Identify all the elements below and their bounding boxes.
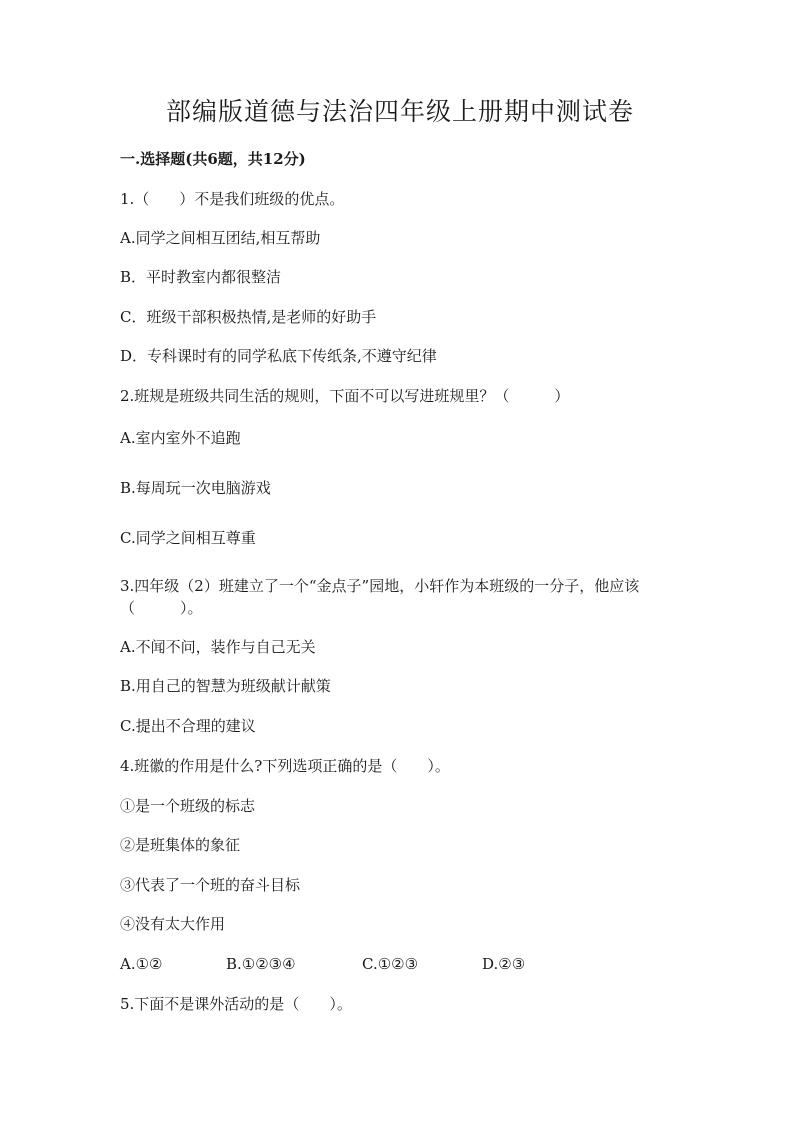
section-heading: 一.选择题(共6题，共12分) xyxy=(120,150,306,168)
question-4-statement-1: ①是一个班级的标志 xyxy=(120,797,256,815)
question-3-option-b: B.用自己的智慧为班级献计献策 xyxy=(120,677,331,695)
question-4-option-c: C.①②③ xyxy=(362,955,419,973)
question-3-stem: 3.四年级（2）班建立了一个“金点子”园地，小轩作为本班级的一分子，他应该（ ）。 xyxy=(120,577,640,617)
question-2-option-c: C.同学之间相互尊重 xyxy=(120,529,256,547)
question-4-statement-3: ③代表了一个班的奋斗目标 xyxy=(120,876,301,894)
question-3-option-c: C.提出不合理的建议 xyxy=(120,717,256,735)
question-4-option-b: B.①②③④ xyxy=(226,955,296,973)
question-4-options-row xyxy=(120,953,690,975)
question-4-option-d: D.②③ xyxy=(482,955,526,973)
question-1-stem: 1.（ ）不是我们班级的优点。 xyxy=(120,190,345,208)
question-2-option-b: B.每周玩一次电脑游戏 xyxy=(120,479,271,497)
question-2-option-a: A.室内室外不追跑 xyxy=(120,429,241,447)
question-2-stem: 2.班规是班级共同生活的规则，下面不可以写进班规里？（ ） xyxy=(120,387,570,405)
page-title: 部编版道德与法治四年级上册期中测试卷 xyxy=(165,97,634,126)
question-1-option-d: D．专科课时有的同学私底下传纸条,不遵守纪律 xyxy=(120,347,437,365)
question-3-option-a: A.不闻不问，装作与自己无关 xyxy=(120,638,316,656)
question-1-option-c: C．班级干部积极热情,是老师的好助手 xyxy=(120,308,377,326)
question-1-option-b: B．平时教室内都很整洁 xyxy=(120,268,282,286)
question-4-statement-4: ④没有太大作用 xyxy=(120,915,226,933)
question-5-stem: 5.下面不是课外活动的是（ ）。 xyxy=(120,995,352,1013)
question-4-option-a: A.①② xyxy=(120,955,163,973)
question-4-statement-2: ②是班集体的象征 xyxy=(120,836,241,854)
question-1-option-a: A.同学之间相互团结,相互帮助 xyxy=(120,229,321,247)
question-4-stem: 4.班徽的作用是什么?下列选项正确的是（ ）。 xyxy=(120,757,450,775)
